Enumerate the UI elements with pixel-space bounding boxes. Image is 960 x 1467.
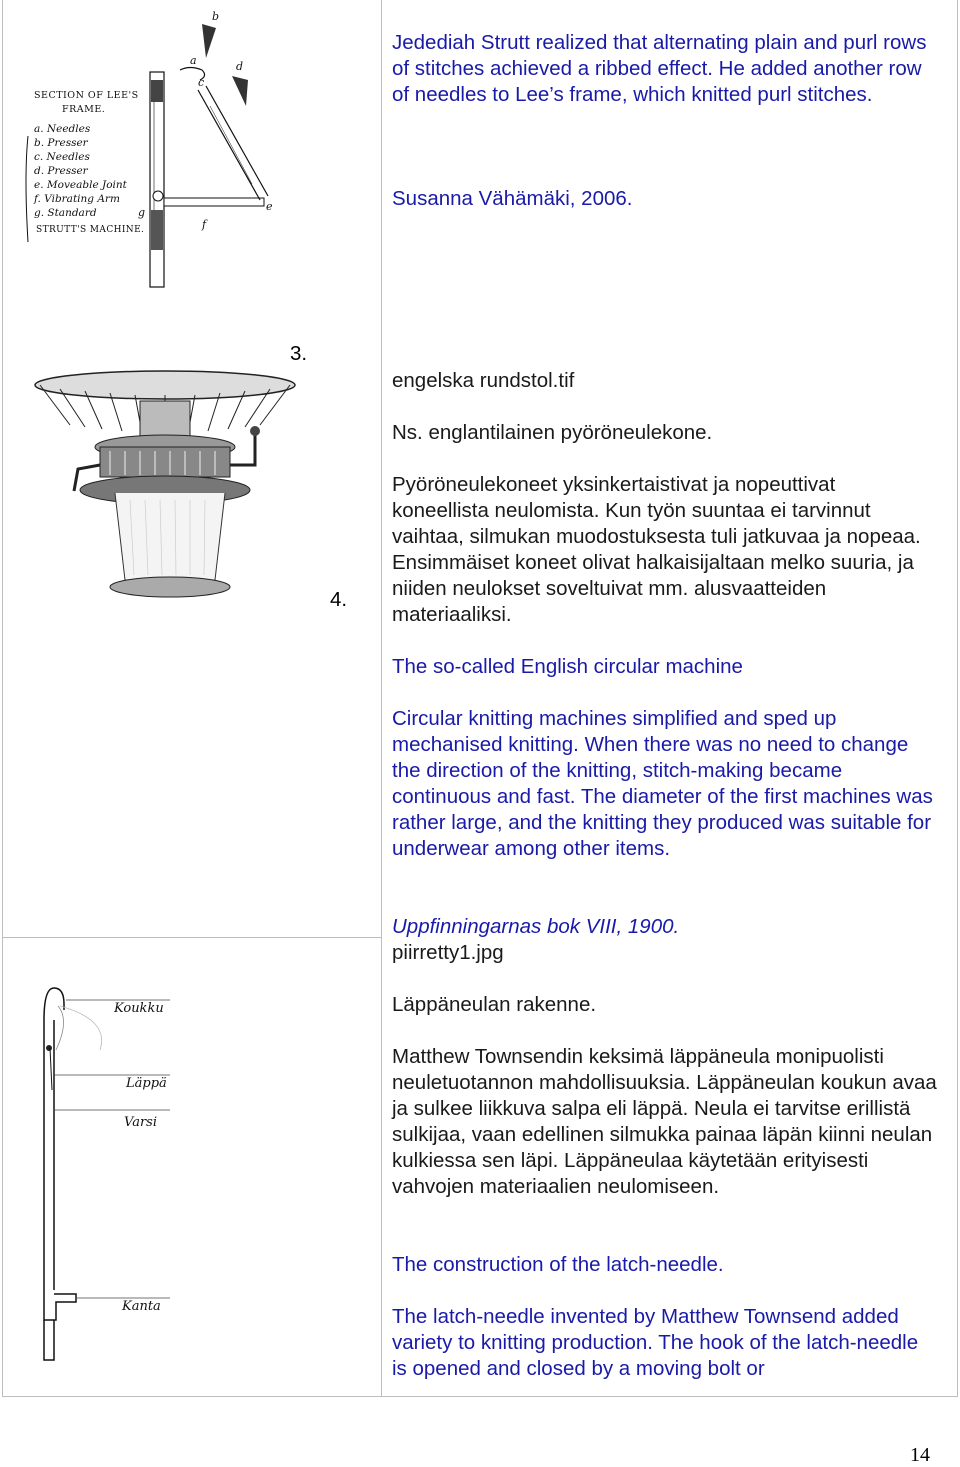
latch-needle-figure [30,980,230,1380]
strutt-machine-figure [20,10,320,290]
table-border-bottom [2,1396,958,1397]
circular-title-fi: Ns. englantilainen pyöröneulekone. [392,421,713,444]
part-letter: b [212,10,220,23]
legend-item: e. Moveable Joint [34,179,127,191]
latch-body-en: The latch-needle invented by Matthew Townsend added variety to knitting production. The hook of the latch-needle is opened and closed by a moving bolt or [392,1305,919,1380]
table-border-left [2,0,3,1397]
latch-filename: piirretty1.jpg [392,941,504,964]
part-letter: f [202,218,207,231]
legend-item: g. Standard [34,207,97,219]
legend-item: b. Presser [34,137,88,149]
part-letter: g [138,206,146,219]
needle-label-butt: Kanta [122,1299,161,1314]
part-letter: e [266,200,273,213]
latch-title-fi: Läppäneulan rakenne. [392,993,597,1016]
table-border-right [957,0,958,1397]
circular-filename: engelska rundstol.tif [392,369,575,392]
circular-body-fi: Pyöröneulekoneet yksinkertaistivat ja nopeuttivat koneellista neulomista. Kun työn suuntaa ei tarvinnut vaihtaa, silmukan muodostuksesta tuli jatkuvaa ja nopeaa. Ensimmäiset koneet olivat halkaisijaltaan melko suuria, ja niiden neulokset soveltuivat mm. alusvaatteiden materiaaliksi. [392,473,921,626]
legend-item: a. Needles [34,123,91,135]
strutt-description-en: Jedediah Strutt realized that alternating plain and purl rows of stitches achieved a ribbed effect. He added another row of needles to Lee’s frame, which knitted purl stitches. [392,31,927,106]
circular-body-en: Circular knitting machines simplified and sped up mechanised knitting. When there was no need to change the direction of the knitting, stitch-making became continuous and fast. The diameter of the first machines was rather large, and the knitting they produced was suitable for underwear among other items. [392,707,933,860]
row-number-3: 3. [290,342,308,365]
legend-item: c. Needles [34,151,90,163]
figure-footer: STRUTT'S MACHINE. [36,225,145,235]
figure-caption-title-2: FRAME. [62,104,106,115]
needle-label-shank: Varsi [124,1115,157,1130]
circular-source: Uppfinningarnas bok VIII, 1900. [392,915,680,938]
circular-title-en: The so-called English circular machine [392,655,743,678]
needle-label-hook: Koukku [114,1001,164,1016]
legend-item: d. Presser [34,165,88,177]
page-number: 14 [910,1444,930,1466]
row-number-4: 4. [330,588,348,611]
needle-label-latch: Läppä [126,1076,167,1091]
figure-caption-title: SECTION OF LEE'S [34,90,139,101]
legend-item: f. Vibrating Arm [34,193,120,205]
table-row-divider [2,937,382,938]
part-letter: d [236,60,244,73]
latch-title-en: The construction of the latch-needle. [392,1253,724,1276]
part-letter: a [190,54,197,67]
latch-body-fi: Matthew Townsendin keksimä läppäneula monipuolisti neuletuotannon mahdollisuuksia. Läppäneulan koukun avaa ja sulkee liikkuva salpa eli läppä. Neula ei tarvitse erillistä sulkijaa, vaan edellinen silmukka painaa läpän kiinni neulan kulkiessa sen läpi. Läppäneulaa käytetään erityisesti vahvojen materiaalien neulomiseen. [392,1045,937,1198]
strutt-source: Susanna Vähämäki, 2006. [392,187,633,210]
table-column-divider [381,0,382,1397]
circular-machine-figure [30,365,300,610]
part-letter: c [198,76,205,89]
